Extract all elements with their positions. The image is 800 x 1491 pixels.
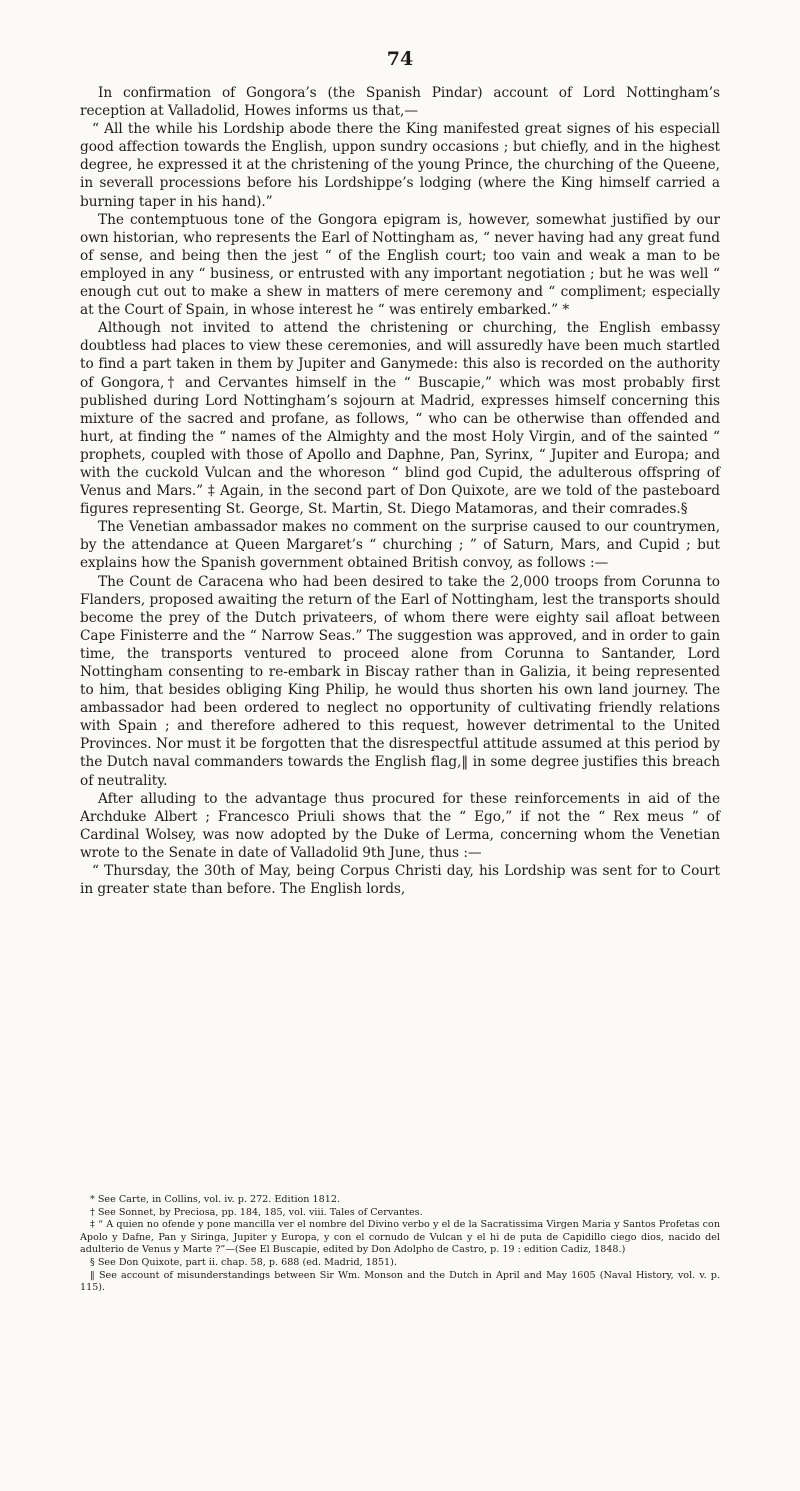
paragraph: The contemptuous tone of the Gongora epigram is, however, somewhat justified by our own historian, who represents the Earl of Nottingham as, “ never having had any great fund of sense, and being then the jest “ of the English court; too vain and weak a man to be employed in any “ business, or entrusted with any important negotiation ; but he was well “ enough cut out to make a shew in matters of mere ceremony and “ compliment; especially at the Court of Spain, in whose interest he “ was entirely embarked.” *: [80, 211, 720, 319]
footnote: † See Sonnet, by Preciosa, pp. 184, 185, vol. viii. Tales of Cervantes.: [90, 1206, 423, 1218]
body-text: [80, 84, 720, 898]
footnotes: [80, 1194, 720, 1295]
paragraph: The Venetian ambassador makes no comment on the surprise caused to our countrymen, by the attendance at Queen Margaret’s “ churching ; ” of Saturn, Mars, and Cupid ; but explains how the Spanish government obtained British convoy, as follows :—: [80, 519, 720, 572]
page-number: 74: [386, 48, 414, 70]
footnote: ‡ “ A quien no ofende y pone mancilla ver el nombre del Divino verbo y el de la Sacratissima Virgen Maria y Santos Profetas con Apolo y Dafne, Pan y Siringa, Jupiter y Europa, y con el cornudo de Vulcan y el hi de puta de Capidillo ciego dios, nacido del adulterio de Venus y Marte ?”—(See El Buscapie, edited by Don Adolpho de Castro, p. 19 : edition Cadiz, 1848.): [80, 1219, 720, 1256]
paragraph-quote: “ All the while his Lordship abode there the King manifested great signes of his especiall good affection towards the English, uppon sundry occasions ; but chiefly, and in the highest degree, he expressed it at the christening of the young Prince, the churching of the Queene, in severall processions before his Lordshippe’s lodging (where the King himself carried a burning taper in his hand).”: [80, 121, 720, 210]
footnote: * See Carte, in Collins, vol. iv. p. 272. Edition 1812.: [90, 1194, 340, 1205]
paragraph: After alluding to the advantage thus procured for these reinforcements in aid of the Archduke Albert ; Francesco Priuli shows that the “ Ego,” if not the “ Rex meus ” of Cardinal Wolsey, was now adopted by the Duke of Lerma, concerning whom the Venetian wrote to the Senate in date of Valladolid 9th June, thus :—: [80, 790, 720, 861]
footnote: ‖ See account of misunderstandings between Sir Wm. Monson and the Dutch in April and May 1605 (Naval History, vol. v. p. 115).: [80, 1269, 720, 1294]
footnote: § See Don Quixote, part ii. chap. 58, p. 688 (ed. Madrid, 1851).: [90, 1256, 397, 1268]
paragraph: In confirmation of Gongora’s (the Spanish Pindar) account of Lord Nottingham’s reception at Valladolid, Howes informs us that,—: [80, 85, 720, 120]
paragraph: The Count de Caracena who had been desired to take the 2,000 troops from Corunna to Flanders, proposed awaiting the return of the Earl of Nottingham, lest the transports should become the prey of the Dutch privateers, of whom there were eighty sail afloat between Cape Finisterre and the “ Narrow Seas.” The suggestion was approved, and in order to gain time, the transports ventured to proceed alone from Corunna to Santander, Lord Nottingham consenting to re-embark in Biscay rather than in Galizia, it being represented to him, that besides obliging King Philip, he would thus shorten his own land journey. The ambassador had been ordered to neglect no opportunity of cultivating friendly relations with Spain ; and therefore adhered to this request, however detrimental to the United Provinces. Nor must it be forgotten that the disrespectful attitude assumed at this period by the Dutch naval commanders towards the English flag,‖ in some degree justifies this breach of neutrality.: [80, 573, 720, 789]
paragraph-quote: “ Thursday, the 30th of May, being Corpus Christi day, his Lordship was sent for to Court in greater state than before. The English lords,: [80, 863, 720, 898]
paragraph: Although not invited to attend the christening or churching, the English embassy doubtless had places to view these ceremonies, and will assuredly have been much startled to find a part taken in them by Jupiter and Ganymede: this also is recorded on the authority of Gongora,† and Cervantes himself in the “ Buscapie,” which was most probably first published during Lord Nottingham’s sojourn at Madrid, expresses himself concerning this mixture of the sacred and profane, as follows, “ who can be otherwise than offended and hurt, at finding the “ names of the Almighty and the most Holy Virgin, and of the sainted “ prophets, coupled with those of Apollo and Daphne, Pan, Syrinx, “ Jupiter and Europa; and with the cuckold Vulcan and the whoreson “ blind god Cupid, the adulterous offspring of Venus and Mars.” ‡ Again, in the second part of Don Quixote, are we told of the pasteboard figures representing St. George, St. Martin, St. Diego Matamoras, and their comrades.§: [80, 320, 720, 518]
